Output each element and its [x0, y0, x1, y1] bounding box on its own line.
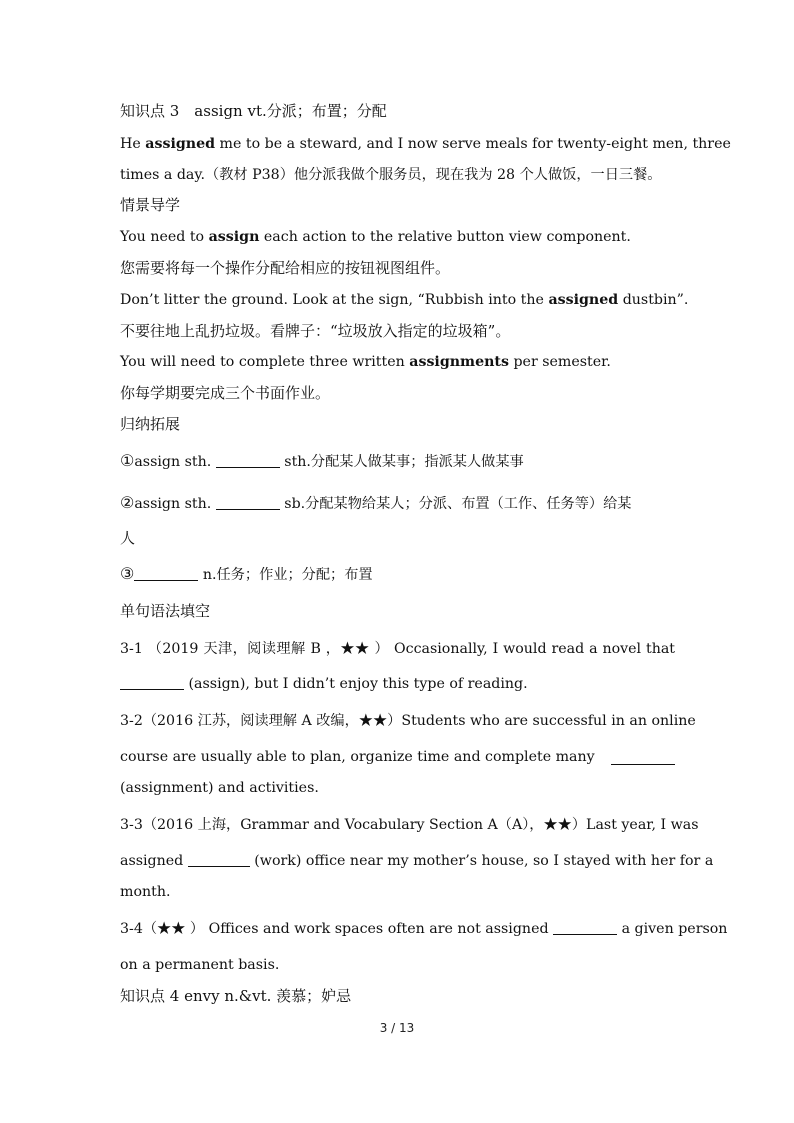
exercise-3-2-line-2: course are usually able to plan, organize time and complete many — [120, 747, 675, 767]
exercise-3-3-line-3: month. — [120, 884, 171, 900]
exercise-3-3-line-1: 3-3（2016 上海，Grammar and Vocabulary Section A（A），★★）Last year, I was — [120, 817, 699, 833]
fill-blank[interactable] — [188, 852, 250, 867]
situation-translation-1: 您需要将每一个操作分配给相应的按钮视图组件。 — [120, 259, 451, 277]
situation-translation-3: 你每学期要完成三个书面作业。 — [120, 384, 331, 402]
summary-item-2: ②assign sth. sb.分配某物给某人；分派、布置（工作、任务等）给某 — [120, 493, 632, 512]
situation-sentence-1: You need to assign each action to the relative button view component. — [120, 229, 631, 245]
textbook-example-line-2: times a day.（教材 P38）他分派我做个服务员，现在我为 28 个人做饭，一日三餐。 — [120, 167, 662, 183]
summary-heading: 归纳拓展 — [120, 415, 181, 433]
situation-sentence-2: Don’t litter the ground. Look at the sign, “Rubbish into the assigned dustbin”. — [120, 292, 689, 308]
exercise-3-2-line-1: 3-2（2016 江苏，阅读理解 A 改编，★★）Students who are successful in an online — [120, 713, 696, 729]
exercise-3-1-line-2: (assign), but I didn’t enjoy this type of reading. — [120, 674, 675, 694]
summary-item-2-continued: 人 — [120, 529, 136, 547]
fill-blank[interactable] — [611, 750, 675, 765]
situation-translation-2: 不要往地上乱扔垃圾。看牌子：“垃圾放入指定的垃圾箱”。 — [120, 322, 511, 340]
knowledge-point-4-heading: 知识点 4 envy n.&vt. 羡慕；妒忌 — [120, 987, 352, 1005]
page-number: 3 / 13 — [379, 1021, 415, 1035]
exercise-3-4-line-1: 3-4（★★ ） Offices and work spaces often are not assigned a given person — [120, 921, 728, 937]
fill-blank[interactable] — [120, 675, 184, 690]
exercises-heading: 单句语法填空 — [120, 602, 211, 620]
fill-blank[interactable] — [553, 920, 617, 935]
exercise-3-1-line-1: 3-1 （2019 天津，阅读理解 B ，★★ ） Occasionally, I would read a novel that — [120, 641, 675, 657]
fill-blank[interactable] — [134, 566, 198, 581]
situation-sentence-3: You will need to complete three written assignments per semester. — [120, 354, 611, 370]
summary-item-1: ①assign sth. sth.分配某人做某事；指派某人做某事 — [120, 451, 524, 470]
situation-heading: 情景导学 — [120, 196, 181, 214]
knowledge-point-3-heading: 知识点 3 assign vt.分派；布置；分配 — [120, 102, 387, 120]
exercise-3-3-line-2: assigned (work) office near my mother’s house, so I stayed with her for a — [120, 853, 714, 869]
summary-item-3: ③ n.任务；作业；分配；布置 — [120, 564, 373, 583]
fill-blank[interactable] — [216, 495, 280, 510]
textbook-example-line-1: He assigned me to be a steward, and I now serve meals for twenty-eight men, three — [120, 136, 731, 152]
fill-blank[interactable] — [216, 453, 280, 468]
exercise-3-2-line-3: (assignment) and activities. — [120, 780, 319, 796]
exercise-3-4-line-2: on a permanent basis. — [120, 957, 280, 973]
